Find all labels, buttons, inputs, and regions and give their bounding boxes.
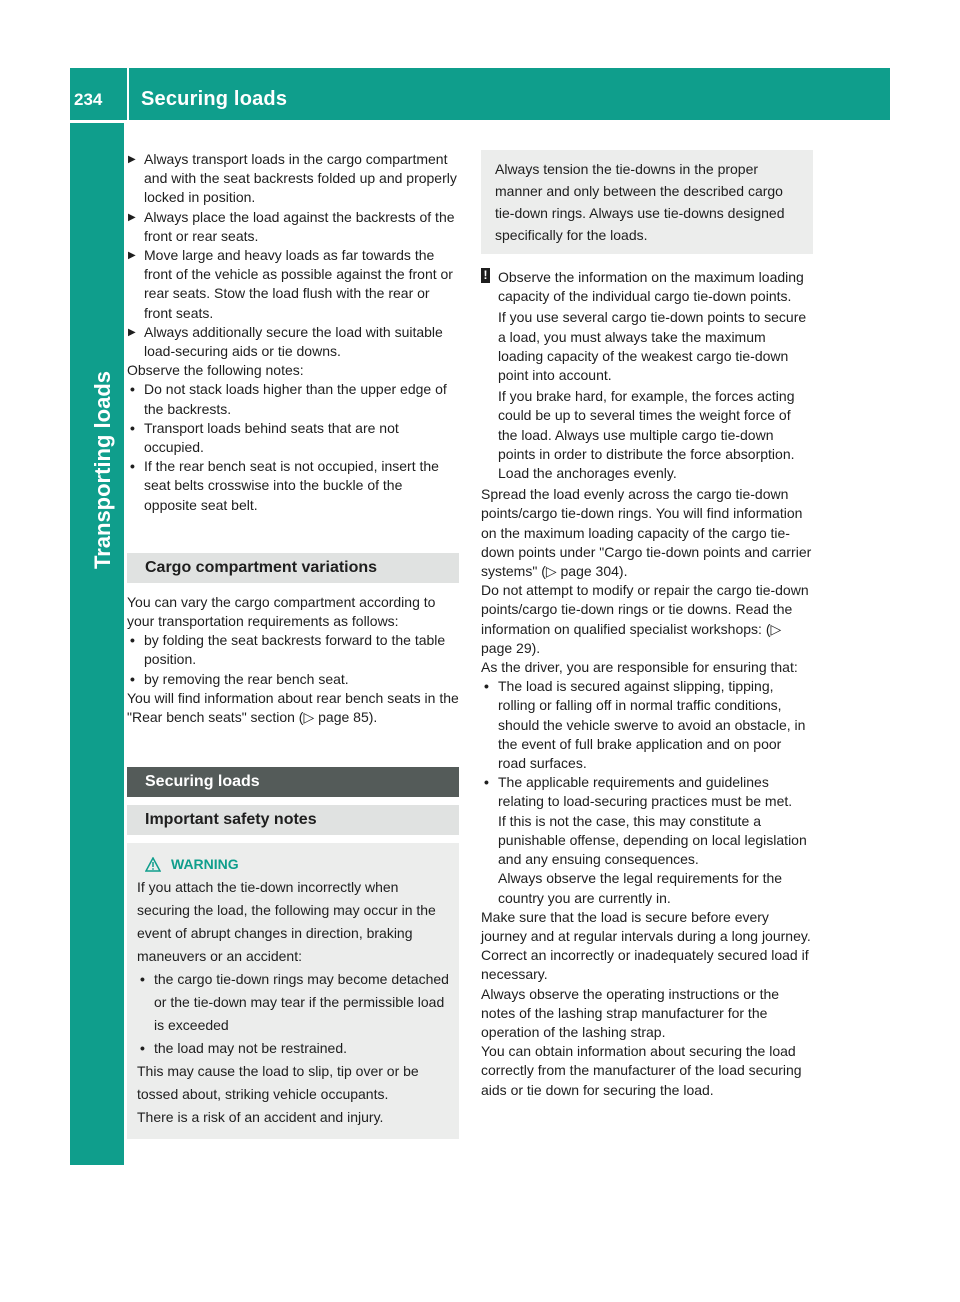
variations-intro: You can vary the cargo compartment according to your transportation requirements as follows: (127, 593, 436, 630)
paragraph: Spread the load evenly across the cargo tie-down points/cargo tie-down rings. You will find information on the maximum loading capacity of the cargo tie-down points under "Cargo tie-down points and carrier systems" (▷ page 304). (481, 486, 812, 580)
info-box: Always tension the tie-downs in the proper manner and only between the described cargo tie-down rings. Always use tie-downs designed specifically for the loads. (481, 150, 813, 254)
warning-box (127, 843, 459, 1139)
chapter-label: Transporting loads (90, 370, 115, 570)
paragraph: Make sure that the load is secure before every journey and at regular intervals during a long journey. Correct an incorrectly or inadequately secured load if necessary. (481, 908, 811, 983)
warning-triangle-icon (145, 857, 161, 872)
warning-outro: There is a risk of an accident and injury. (137, 1109, 384, 1126)
paragraph: As the driver, you are responsible for ensuring that: (481, 659, 798, 676)
responsibility-item (481, 773, 813, 907)
header-divider (127, 68, 129, 120)
side-tab (70, 123, 124, 1165)
warning-outro: This may cause the load to slip, tip over or be tossed about, striking vehicle occupants. (137, 1063, 419, 1103)
left-column (127, 150, 459, 1139)
responsibility-item: • The load is secured against slipping, tipping, rolling or falling off in normal traffic conditions, should the vehicle swerve to avoid an obstacle, in the event of full brake application and on poor road surfaces. (481, 677, 813, 773)
variations-outro: You will find information about rear bench seats in the "Rear bench seats" section (▷ page 85). (127, 689, 459, 726)
right-column (481, 150, 813, 1100)
warning-intro: If you attach the tie-down incorrectly when securing the load, the following may occur in the event of abrupt changes in direction, braking maneuvers or an accident: (137, 879, 436, 965)
responsibility-text: • The applicable requirements and guidelines relating to load-securing practices must be met. (498, 774, 793, 810)
responsibility-text: If this is not the case, this may constitute a punishable offense, depending on local legislation and any ensuing consequences. (498, 812, 807, 868)
section-heading-safety: Important safety notes (127, 805, 459, 835)
variation-item: • by folding the seat backrests forward to the table position. (127, 631, 459, 669)
notice-icon: ! (481, 268, 490, 283)
note-item: • If the rear bench seat is not occupied, insert the seat belts crosswise into the buckle of the opposite seat belt. (127, 457, 459, 515)
notes-intro: Observe the following notes: (127, 362, 304, 379)
step-item: ▶ Always place the load against the backrests of the front or rear seats. (127, 208, 459, 246)
note-item: • Do not stack loads higher than the upper edge of the backrests. (127, 380, 459, 418)
page-title: Securing loads (141, 88, 288, 110)
warning-bullet: • the load may not be restrained. (137, 1037, 449, 1060)
warning-bullet: • the cargo tie-down rings may become detached or the tie-down may tear if the permissible load is exceeded (137, 968, 449, 1037)
step-item: ▶ Move large and heavy loads as far towards the front of the vehicle as possible against the front or rear seats. Stow the load flush with the rear or front seats. (127, 246, 459, 323)
paragraph: Always observe the operating instructions or the notes of the lashing strap manufacturer for the operation of the lashing strap. (481, 985, 780, 1040)
note-item: • Transport loads behind seats that are not occupied. (127, 419, 459, 457)
section-heading-variations: Cargo compartment variations (127, 553, 459, 583)
section-heading-securing: Securing loads (127, 767, 459, 797)
notice-text: If you use several cargo tie-down points to secure a load, you must always take the maximum loading capacity of the weakest cargo tie-down point into account. (498, 309, 807, 384)
notice-block (481, 268, 813, 483)
step-item: ▶ Always additionally secure the load with suitable load-securing aids or tie downs. (127, 323, 459, 361)
paragraph: Do not attempt to modify or repair the cargo tie-down points/cargo tie-down rings or tie downs. Read the information on qualified specialist workshops: (▷ page 29). (481, 582, 809, 656)
warning-label: WARNING (171, 856, 239, 873)
page-number: 234 (74, 90, 103, 109)
notice-text: If you brake hard, for example, the forces acting could be up to several times the weight force of the load. Always use multiple cargo tie-down points in order to distribute the force absorption. Load the anchorages evenly. (498, 388, 795, 482)
notice-text: Observe the information on the maximum loading capacity of the individual cargo tie-down points. (498, 269, 804, 305)
paragraph: You can obtain information about securing the load correctly from the manufacturer of the load securing aids or tie down for securing the load. (481, 1043, 802, 1098)
warning-heading (145, 853, 449, 876)
responsibility-text: Always observe the legal requirements for the country you are currently in. (498, 870, 783, 906)
variation-item: • by removing the rear bench seat. (127, 670, 459, 689)
step-item: ▶ Always transport loads in the cargo compartment and with the seat backrests folded up and properly locked in position. (127, 150, 459, 208)
